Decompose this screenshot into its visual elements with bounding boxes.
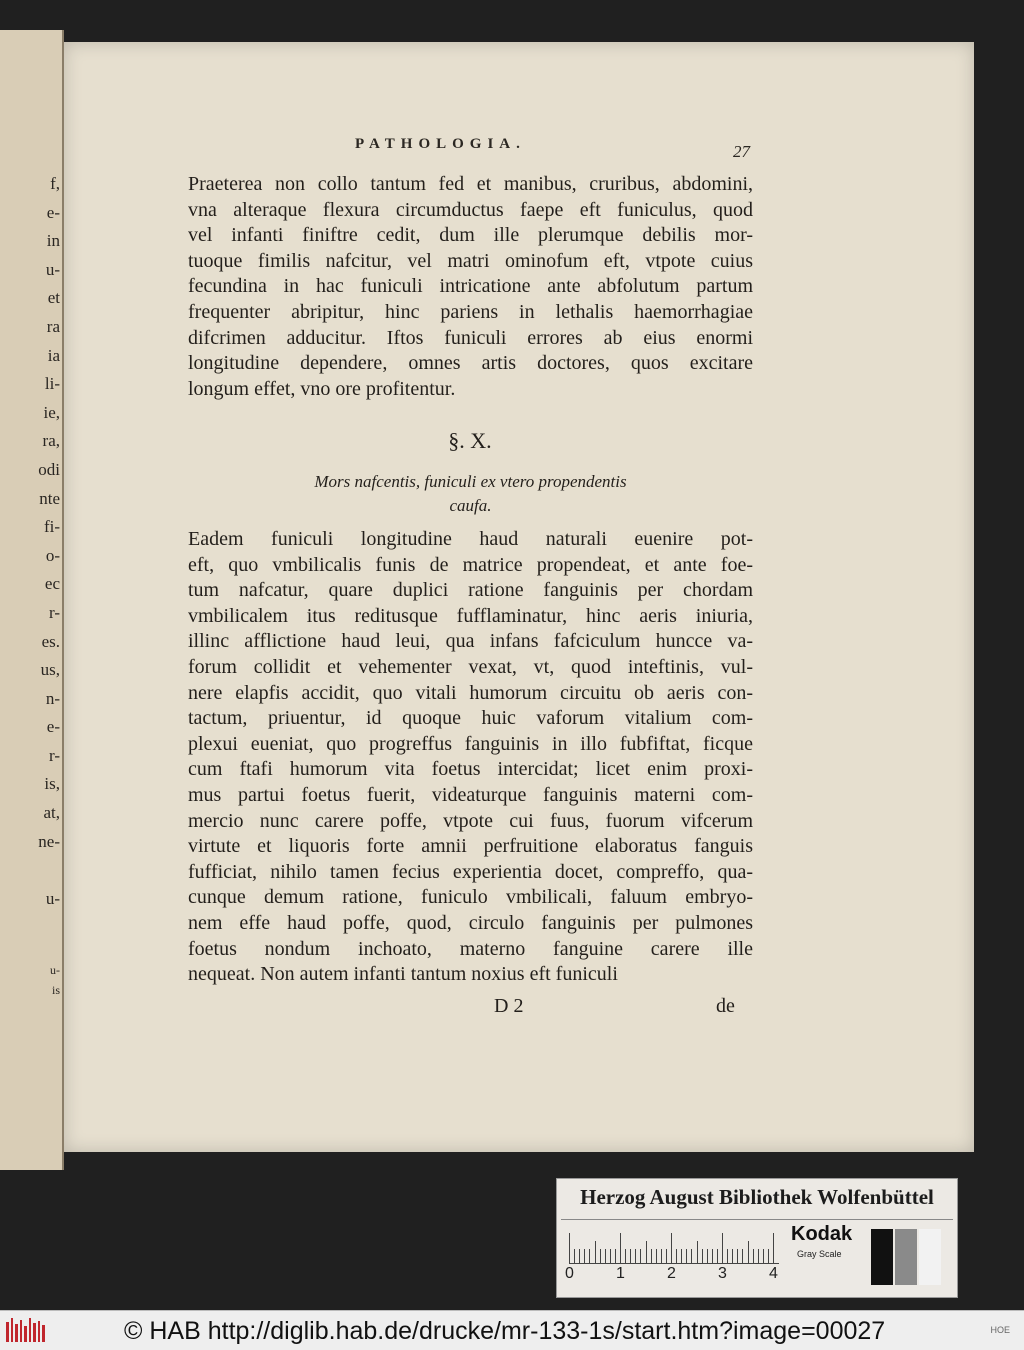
paragraph-2-line: Eadem funiculi longitudine haud naturali euenire pot- bbox=[188, 528, 753, 550]
ruler-tick bbox=[722, 1233, 723, 1263]
paragraph-1-line: vna alteraque flexura circumductus faepe eft funiculus, quod bbox=[188, 198, 753, 221]
left-fragment: o- bbox=[45, 545, 60, 565]
paragraph-1-line: longum effet, vno ore profitentur. bbox=[188, 377, 456, 400]
section-mark: §. X. bbox=[448, 428, 492, 453]
ruler-number: 3 bbox=[718, 1265, 727, 1282]
paragraph-2-line: plexui eueniat, quo progreffus fanguinis in illo fubfiftat, ficque bbox=[188, 732, 753, 755]
left-fragment: is, bbox=[44, 774, 60, 794]
paragraph-2-line: cum ftafi humorum vita foetus intercidat; licet enim proxi- bbox=[188, 758, 753, 781]
ruler-number: 2 bbox=[667, 1265, 676, 1282]
paragraph-2-line: tactum, priuentur, id quoque huic vaforum vitalium com- bbox=[188, 707, 753, 730]
kodak-logo: Kodak bbox=[791, 1223, 853, 1245]
ruler-tick bbox=[676, 1249, 677, 1263]
ruler-tick bbox=[589, 1249, 590, 1263]
paragraph-1-line: difcrimen adducitur. Iftos funiculi errores ab eius enormi bbox=[188, 326, 753, 349]
paragraph-2-line: nem effe haud poffe, quod, circulo fanguinis per pulmones bbox=[188, 911, 753, 934]
ruler-tick bbox=[681, 1249, 682, 1263]
left-fragment: ec bbox=[44, 574, 60, 594]
ruler-tick bbox=[768, 1249, 769, 1263]
ruler-tick bbox=[610, 1249, 611, 1263]
library-color-card bbox=[556, 1178, 958, 1298]
ruler-tick bbox=[600, 1249, 601, 1263]
paragraph-2-line: foetus nondum inchoato, materno fanguine carere ille bbox=[188, 937, 753, 960]
ruler-tick bbox=[737, 1249, 738, 1263]
ruler-tick bbox=[742, 1249, 743, 1263]
ruler-tick bbox=[569, 1233, 570, 1263]
paragraph-2-line: fufficiat, nihilo tamen fecius experientia docet, compreffo, qua- bbox=[188, 860, 753, 883]
ruler-tick bbox=[595, 1241, 596, 1263]
ruler-tick bbox=[732, 1249, 733, 1263]
gray-scale-label: Gray Scale bbox=[797, 1249, 842, 1259]
section-title-line-1: Mors nafcentis, funiculi ex vtero propendentis bbox=[314, 472, 627, 491]
paragraph-1-line: tuoque fimilis nafcitur, vel matri ominofum eft, vtpote cuius bbox=[188, 249, 753, 272]
left-fragment bbox=[0, 856, 60, 885]
card-divider bbox=[561, 1219, 953, 1220]
paragraph-2-line: mus partui foetus fuerit, videaturque fanguinis materni com- bbox=[188, 783, 753, 806]
paragraph-2-line: vmbilicalem itus reditusque fufflaminatur, hinc aeris iniuria, bbox=[188, 604, 753, 627]
ruler-tick bbox=[661, 1249, 662, 1263]
left-fragment: nte bbox=[39, 488, 60, 508]
paragraph-1 bbox=[188, 172, 753, 402]
left-fragment: et bbox=[47, 288, 60, 308]
left-fragment: e- bbox=[46, 717, 60, 737]
ruler-tick bbox=[758, 1249, 759, 1263]
ruler-tick bbox=[656, 1249, 657, 1263]
ruler-tick bbox=[605, 1249, 606, 1263]
ruler-tick bbox=[635, 1249, 636, 1263]
paragraph-2-line: virtute et liquoris forte amnii perfruitione elaboratus fanguis bbox=[188, 835, 753, 858]
ruler-number: 0 bbox=[565, 1265, 574, 1282]
footer-bar bbox=[0, 1310, 1024, 1350]
ruler-tick bbox=[620, 1233, 621, 1263]
ruler-tick bbox=[579, 1249, 580, 1263]
gray-patch bbox=[871, 1229, 893, 1285]
ruler-tick bbox=[686, 1249, 687, 1263]
left-fragment: ra bbox=[46, 316, 60, 336]
left-fragment: in bbox=[46, 231, 60, 251]
ruler-tick bbox=[640, 1249, 641, 1263]
paragraph-2-line: nere elapfis accidit, quo vitali humorum circuitu ob aeris con- bbox=[188, 681, 753, 704]
ruler-tick bbox=[615, 1249, 616, 1263]
left-fragment: r- bbox=[49, 745, 60, 765]
left-fragment: u- bbox=[45, 259, 60, 279]
left-page-fragments-bottom bbox=[0, 960, 60, 1000]
ruler-tick bbox=[707, 1249, 708, 1263]
paragraph-2-line: eft, quo vmbilicalis funis de matrice propendeat, et ante foe- bbox=[188, 553, 753, 576]
ruler-tick bbox=[748, 1241, 749, 1263]
section-title bbox=[188, 470, 753, 518]
signature-mark: D 2 bbox=[494, 995, 524, 1017]
ruler-number: 1 bbox=[616, 1265, 625, 1282]
ruler-tick bbox=[753, 1249, 754, 1263]
ruler-tick bbox=[763, 1249, 764, 1263]
ruler-tick bbox=[773, 1233, 774, 1263]
paragraph-2-line: mercio nunc carere poffe, vtpote cui fuus, fuorum vifcerum bbox=[188, 809, 753, 832]
left-fragment: e- bbox=[46, 202, 60, 222]
left-fragment: ie, bbox=[43, 402, 60, 422]
left-fragment: ne- bbox=[38, 831, 60, 851]
left-fragment: at, bbox=[43, 803, 60, 823]
left-fragment: n- bbox=[45, 688, 60, 708]
hab-logo-icon bbox=[6, 1318, 46, 1344]
footer-mark: HOE bbox=[990, 1325, 1010, 1335]
ruler-tick bbox=[646, 1241, 647, 1263]
ruler-number: 4 bbox=[769, 1265, 778, 1282]
ruler-tick bbox=[574, 1249, 575, 1263]
gray-patch bbox=[895, 1229, 917, 1285]
ruler-tick bbox=[702, 1249, 703, 1263]
copyright-url[interactable]: © HAB http://diglib.hab.de/drucke/mr-133-1s/start.htm?image=00027 bbox=[124, 1317, 886, 1345]
left-page-edge bbox=[0, 30, 64, 1170]
left-fragment: r- bbox=[49, 602, 60, 622]
left-fragment: fi- bbox=[43, 517, 60, 537]
library-name: Herzog August Bibliothek Wolfenbüttel bbox=[580, 1185, 934, 1209]
paragraph-2-line: tum nafcatur, quare duplici ratione fanguinis per chordam bbox=[188, 579, 753, 602]
left-page-fragments bbox=[0, 170, 60, 913]
paragraph-2-line: illinc afflictione haud leui, qua infans fafciculum huncce va- bbox=[188, 630, 753, 653]
ruler-tick bbox=[691, 1249, 692, 1263]
ruler-tick bbox=[727, 1249, 728, 1263]
paragraph-2 bbox=[188, 527, 753, 988]
ruler-tick bbox=[630, 1249, 631, 1263]
ruler-tick bbox=[625, 1249, 626, 1263]
paragraph-1-line: longitudine dependere, omnes artis doctores, quos excitare bbox=[188, 352, 753, 375]
measurement-ruler bbox=[569, 1227, 779, 1264]
left-fragment: u- bbox=[50, 963, 60, 977]
left-fragment: is bbox=[51, 983, 60, 997]
running-header: PATHOLOGIA. bbox=[355, 136, 526, 152]
paragraph-2-line: cunque demum ratione, funiculo vmbilicali, faluum embryo- bbox=[188, 886, 753, 909]
ruler-tick bbox=[584, 1249, 585, 1263]
section-title-line-2: caufa. bbox=[449, 496, 492, 515]
left-fragment: f, bbox=[50, 174, 60, 193]
ruler-tick bbox=[717, 1249, 718, 1263]
paragraph-2-line: nequeat. Non autem infanti tantum noxius eft funiculi bbox=[188, 963, 618, 986]
left-fragment: odi bbox=[38, 459, 60, 479]
left-fragment: u- bbox=[45, 888, 60, 908]
paragraph-1-line: frequenter abripitur, hinc pariens in lethalis haemorrhagiae bbox=[188, 300, 753, 323]
left-fragment: li- bbox=[44, 374, 60, 394]
page-number: 27 bbox=[733, 142, 750, 161]
left-fragment: es. bbox=[41, 631, 60, 651]
ruler-tick bbox=[712, 1249, 713, 1263]
paragraph-2-line: forum collidit et vehementer vexat, vt, quod inteftinis, vul- bbox=[188, 655, 753, 678]
ruler-tick bbox=[651, 1249, 652, 1263]
left-fragment: ia bbox=[47, 345, 60, 365]
paragraph-1-line: Praeterea non collo tantum fed et manibus, cruribus, abdomini, bbox=[188, 173, 753, 195]
left-fragment: us, bbox=[40, 660, 60, 680]
catchword: de bbox=[716, 995, 735, 1017]
paragraph-1-line: vel infanti finiftre cedit, dum ille plerumque debilis mor- bbox=[188, 224, 753, 247]
paragraph-1-line: fecundina in hac funiculi intricatione ante abfolutum partum bbox=[188, 275, 753, 298]
gray-patch bbox=[919, 1229, 941, 1285]
ruler-tick bbox=[666, 1249, 667, 1263]
ruler-tick bbox=[671, 1233, 672, 1263]
ruler-tick bbox=[697, 1241, 698, 1263]
left-fragment: ra, bbox=[42, 431, 60, 451]
